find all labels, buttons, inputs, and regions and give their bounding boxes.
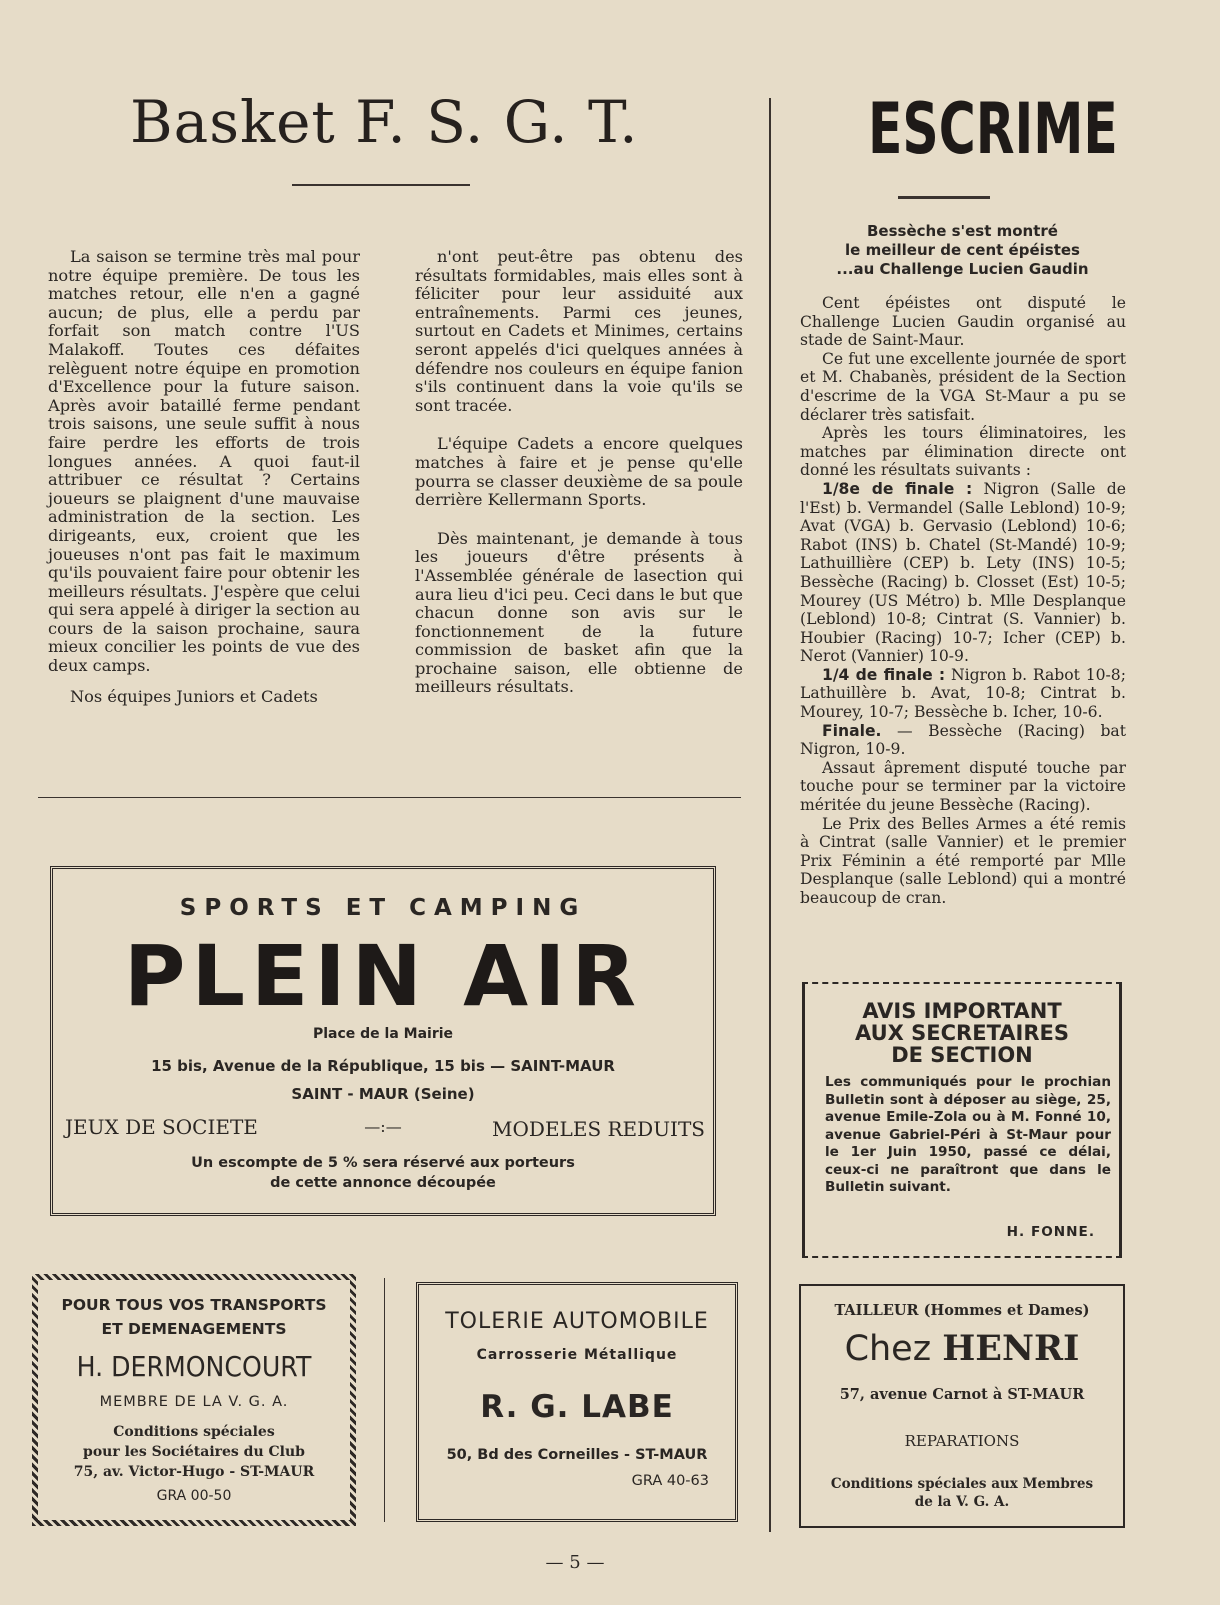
basket-column-1 [48,248,360,706]
round-results: Nigron b. Rabot 10-8; Lathuillère b. Avat, 10-8; Cintrat b. Mourey, 10-7; Bessèche b. Icher, 10-6. [800,665,1126,722]
paragraph: Cent épéistes ont disputé le Challenge Lucien Gaudin organisé au stade de Saint-Maur. [800,294,1126,350]
ad-city: SAINT - MAUR (Seine) [291,1085,475,1103]
title-underline [898,196,990,199]
escrime-subtitle [790,222,1135,279]
notice-title-line: AUX SECRETAIRES [855,1021,1069,1045]
ad-discount-line: de cette annonce découpée [270,1175,496,1191]
paragraph: Après les tours éliminatoires, les matches par élimination directe ont donné les résultats suivants : [800,424,1126,480]
ad-henri [799,1284,1125,1528]
round-label: 1/8e de finale : [822,479,973,498]
page-number: — 5 — [545,1552,605,1573]
ad-place: Place de la Mairie [312,1026,454,1042]
round-label: 1/4 de finale : [822,665,946,684]
notice-title-line: DE SECTION [891,1043,1033,1067]
ad-name-prefix: Chez [844,1329,932,1369]
basket-column-2 [415,248,743,697]
escrime-article [800,294,1126,908]
paragraph: Ce fut une excellente journée de sport et M. Chabanès, président de la Section d'escrime de la VGA St-Maur a pu se déclarer très satisfait. [800,349,1126,424]
ad-address: 75, av. Victor-Hugo - ST-MAUR [73,1464,315,1480]
notice-box [802,982,1122,1258]
ad-name [801,1328,1123,1369]
ad-labe [416,1282,738,1522]
ad-separator: —:— [364,1117,402,1136]
title-underline [292,184,470,186]
notice-body: Les communiqués pour le prochian Bulletin sont à déposer au siège, 25, avenue Emile-Zola ou à M. Fonné 10, avenue Gabriel-Péri à St-Maur pour le 1er Juin 1950, passé ce délai, ceux-ci ne paraîtront que dans le Bulletin suivant. [825,1074,1111,1195]
ad-line: POUR TOUS VOS TRANSPORTS [61,1296,327,1314]
paragraph: Assaut âprement disputé touche par touche pour se terminer par la victoire méritée du jeune Bessèche (Racing). [800,758,1126,815]
ad-conditions: pour les Sociétaires du Club [83,1444,305,1460]
paragraph: La saison se termine très mal pour notre équipe première. De tous les matches retour, elle n'en a gagné aucun; de plus, elle a perdu par forfait son match contre l'US Malakoff. Toutes ces défaites relèguent notre équipe en promotion d'Excellence pour la future saison. Après avoir bataillé ferme pendant trois saisons, une seule suffit à nous faire perdre les efforts de trois longues années. A quoi faut-il attribuer ce résultat ? Certains joueurs se plaignent d'une mauvaise administration de la section. Les dirigeants, eux, croient que les joueuses n'ont pas fait le maximum qu'ils pouvaient faire pour obtenir les meilleurs résultats. J'espère que celui qui sera appelé à diriger la section au cours de la saison prochaine, saura mieux concilier les points de vue des deux camps. [48,247,360,676]
ad-name-main: HENRI [942,1328,1080,1369]
ad-dermoncourt [32,1274,356,1526]
section-divider [38,797,741,798]
ad-top-line: SPORTS ET CAMPING [179,895,587,921]
subtitle-line: Bessèche s'est montré [867,222,1058,240]
ad-brand: PLEIN AIR [123,927,643,1025]
notice-title-line: AVIS IMPORTANT [862,999,1062,1023]
ad-line: TAILLEUR (Hommes et Dames) [834,1302,1090,1319]
notice-title [805,1000,1119,1066]
ad-left-item: JEUX DE SOCIETE [65,1115,258,1139]
paragraph: Nos équipes Juniors et Cadets [70,686,318,706]
notice-signature: H. FONNE. [1006,1224,1095,1240]
ad-address: 15 bis, Avenue de la République, 15 bis — SAINT-MAUR [151,1057,615,1075]
ad-line: ET DEMENAGEMENTS [101,1320,287,1338]
ad-conditions: Conditions spéciales aux Membres [830,1476,1094,1492]
ad-address: 57, avenue Carnot à ST-MAUR [839,1386,1085,1403]
ad-member: MEMBRE DE LA V. G. A. [99,1394,289,1410]
paragraph: L'équipe Cadets a encore quelques matches à faire et je pense qu'elle pourra se classer deuxième de sa poule derrière Kellermann Sports. [415,434,743,510]
paragraph: Le Prix des Belles Armes a été remis à Cintrat (salle Vannier) et le premier Prix Féminin a été remporté par Mlle Desplanque (salle Leblond) qui a montré beaucoup de cran. [800,814,1126,907]
ad-phone: GRA 40-63 [631,1473,709,1489]
ad-divider [384,1278,385,1522]
ad-name: H. DERMONCOURT [76,1350,312,1383]
round-results: Nigron (Salle de l'Est) b. Vermandel (Salle Leblond) 10-9; Avat (VGA) b. Gervasio (Leblond) 10-6; Rabot (INS) b. Chatel (St-Mandé) 10-9; Lathuillière (CEP) b. Lety (INS) 10-5; Bessèche (Racing) b. Closset (Est) 10-5; Mourey (US Métro) b. Mlle Desplanque (Leblond) 10-8; Cintrat (S. Vannier) b. Houbier (Racing) 10-7; Icher (CEP) b. Nerot (Vannier) 10-9. [800,479,1127,666]
ad-service: REPARATIONS [904,1432,1020,1450]
column-divider [769,98,771,1532]
subtitle-line: ...au Challenge Lucien Gaudin [836,260,1089,278]
ad-plein-air [50,866,716,1216]
paragraph: n'ont peut-être pas obtenu des résultats formidables, mais elles sont à féliciter pour leur assiduité aux entraînements. Parmi ces jeunes, surtout en Cadets et Minimes, certains seront appelés d'ici quelques années à défendre nos couleurs en équipe fanion s'ils continuent dans la voie qu'ils se sont tracée. [415,247,743,415]
ad-address: 50, Bd des Corneilles - ST-MAUR [446,1447,708,1463]
ad-phone: GRA 00-50 [156,1488,232,1504]
ad-right-item: MODELES REDUITS [492,1117,705,1141]
round-quarter-finals [800,666,1126,722]
ad-name: R. G. LABE [480,1389,674,1425]
ad-title: TOLERIE AUTOMOBILE [445,1309,709,1334]
round-final [800,722,1126,759]
paragraph: Dès maintenant, je demande à tous les joueurs d'être présents à l'Assemblée générale de lasection qui aura lieu d'ici peu. Ceci dans le but que chacun donne son avis sur le fonctionnement de la future commission de basket afin que la prochaine saison, elle obtienne de meilleurs résultats. [415,528,743,697]
escrime-title: ESCRIME [868,88,1118,170]
ad-discount-line: Un escompte de 5 % sera réservé aux porteurs [191,1155,575,1171]
basket-title: Basket F. S. G. T. [130,88,639,156]
ad-conditions: Conditions spéciales [113,1424,275,1440]
round-eighth-finals [800,480,1126,666]
subtitle-line: le meilleur de cent épéistes [845,241,1080,259]
ad-conditions: de la V. G. A. [914,1494,1010,1510]
round-label: Finale. [822,721,882,740]
round-results: — Bessèche (Racing) bat Nigron, 10-9. [800,721,1126,759]
ad-subtitle: Carrosserie Métallique [476,1347,678,1363]
